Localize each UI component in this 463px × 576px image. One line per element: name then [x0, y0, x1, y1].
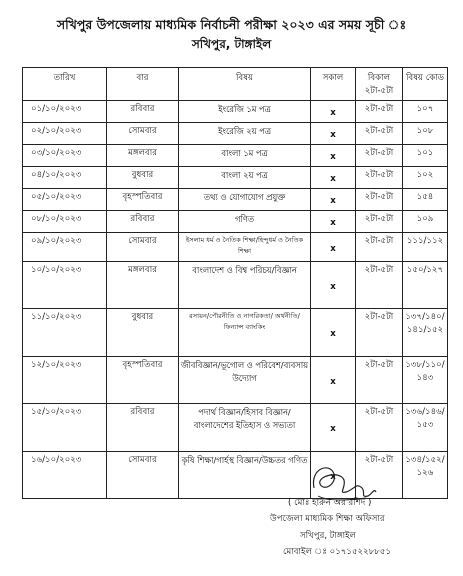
cell-subject: রসায়ন/পৌরনীতি ও নাগরিকতা/ অর্থনীতি/ফিন্যান্স ব্যাংকিং	[179, 309, 311, 357]
cell-date: ০৮/১০/২০২৩	[23, 211, 107, 233]
table-row	[23, 145, 448, 167]
cell-code: ১৩৮/১১০/ ১৪৩	[403, 357, 448, 404]
cell-date: ০৫/১০/২০২৩	[23, 189, 107, 211]
table-row	[23, 211, 448, 233]
cell-afternoon: ২টা-৫টা	[356, 145, 403, 167]
cell-date: ০৪/১০/২০২৩	[23, 167, 107, 189]
cell-afternoon: ২টা-৫টা	[356, 167, 403, 189]
cell-day: বৃহস্পতিবার	[107, 357, 179, 404]
cell-day: মঙ্গলবার	[107, 145, 179, 167]
cell-code: ১৩৪/১৫২/ ১২৬	[403, 452, 448, 499]
cell-day: বুধবার	[107, 167, 179, 189]
cell-subject: বাংলাদেশ ও বিশ্ব পরিচয়/বিজ্ঞান	[179, 262, 311, 309]
afternoon-label: বিকাল	[367, 73, 391, 83]
table-row	[23, 101, 448, 123]
cell-day: রবিবার	[107, 211, 179, 233]
cell-morning: x	[311, 167, 356, 189]
cell-date: ১৫/১০/২০২৩	[23, 404, 107, 452]
cell-subject: বাংলা ১ম পত্র	[179, 145, 311, 167]
cell-code: ১১১/১১২	[403, 233, 448, 262]
table-header-row	[23, 68, 448, 101]
cell-subject: জীববিজ্ঞান/ভূগোল ও পরিবেশ/ব্যবসায় উদ্যোগ	[179, 357, 311, 404]
cell-afternoon: ২টা-৫টা	[356, 357, 403, 404]
cell-code: ১৫০/১২৭	[403, 262, 448, 309]
table-row	[23, 123, 448, 145]
cell-subject: ইংরেজি ২য় পত্র	[179, 123, 311, 145]
cell-subject: পদার্থ বিজ্ঞান/হিসাব বিজ্ঞান/বাংলাদেশের ইতিহাস ও সভ্যতা	[179, 404, 311, 452]
cell-date: ১২/১০/২০২৩	[23, 357, 107, 404]
cell-afternoon: ২টা-৫টা	[356, 452, 403, 499]
cell-date: ১০/১০/২০২৩	[23, 262, 107, 309]
cell-code: ১৫৪	[403, 189, 448, 211]
cell-date: ০২/১০/২০২৩	[23, 123, 107, 145]
cell-day: মঙ্গলবার	[107, 262, 179, 309]
cell-afternoon: ২টা-৫টা	[356, 211, 403, 233]
cell-date: ০৩/১০/২০২৩	[23, 145, 107, 167]
cell-subject: তথ্য ও যোগাযোগ প্রযুক্ত	[179, 189, 311, 211]
cell-day: বুধবার	[107, 309, 179, 357]
cell-morning: x	[311, 123, 356, 145]
col-header-morning: সকাল	[311, 68, 356, 101]
exam-schedule-table	[22, 67, 448, 499]
col-header-date: তারিখ	[23, 68, 107, 101]
cell-day: রবিবার	[107, 101, 179, 123]
cell-code: ১০১	[403, 145, 448, 167]
col-header-code: বিষয় কোড	[403, 68, 448, 101]
cell-day: বৃহস্পতিবার	[107, 189, 179, 211]
cell-afternoon: ২টা-৫টা	[356, 262, 403, 309]
cell-morning: x	[311, 309, 356, 357]
table-row	[23, 357, 448, 404]
cell-code: ১০৭	[403, 101, 448, 123]
cell-code: ১৩৬/১৪৬/ ১৫৩	[403, 404, 448, 452]
cell-code: ১০৮	[403, 123, 448, 145]
cell-day: রবিবার	[107, 404, 179, 452]
cell-morning: x	[311, 189, 356, 211]
officer-designation: উপজেলা মাধ্যমিক শিক্ষা অফিসার	[270, 514, 385, 524]
col-header-subject: বিষয়	[179, 68, 311, 101]
cell-afternoon: ২টা-৫টা	[356, 123, 403, 145]
cell-subject: কৃষি শিক্ষা/গার্হস্থ বিজ্ঞান/উচ্চতর গণিত	[179, 452, 311, 499]
col-header-afternoon	[356, 68, 403, 101]
page-subtitle: সখিপুর, টাঙ্গাইল	[191, 37, 272, 51]
cell-morning: x	[311, 211, 356, 233]
cell-afternoon: ২টা-৫টা	[356, 189, 403, 211]
table-row	[23, 167, 448, 189]
cell-day: সোমবার	[107, 452, 179, 499]
cell-subject: গণিত	[179, 211, 311, 233]
cell-subject: ইসলাম ধর্ম ও নৈতিক শিক্ষা/হিন্দুধর্ম ও নৈতিক শিক্ষা	[179, 233, 311, 262]
table-row	[23, 189, 448, 211]
cell-code: ১০২	[403, 167, 448, 189]
cell-afternoon: ২টা-৫টা	[356, 101, 403, 123]
cell-code: ১০৯	[403, 211, 448, 233]
table-row	[23, 262, 448, 309]
cell-afternoon: ২টা-৫টা	[356, 233, 403, 262]
cell-morning: x	[311, 452, 356, 499]
officer-location: সখিপুর, টাঙ্গাইল	[300, 531, 357, 541]
officer-name: ( মোঃ হারুন অর রশিদ )	[288, 498, 372, 508]
col-header-day: বার	[107, 68, 179, 101]
cell-morning: x	[311, 145, 356, 167]
cell-code: ১৩৭/১৪০/ ১৪১/১৫২	[403, 309, 448, 357]
cell-subject: বাংলা ২য় পত্র	[179, 167, 311, 189]
cell-date: ১১/১০/২০২৩	[23, 309, 107, 357]
table-row	[23, 452, 448, 499]
cell-morning: x	[311, 233, 356, 262]
cell-day: সোমবার	[107, 123, 179, 145]
table-row	[23, 404, 448, 452]
cell-date: ০৯/১০/২০২৩	[23, 233, 107, 262]
cell-morning: x	[311, 357, 356, 404]
cell-date: ১৬/১০/২০২৩	[23, 452, 107, 499]
cell-date: ০১/১০/২০২৩	[23, 101, 107, 123]
table-row	[23, 309, 448, 357]
officer-phone: মোবাইল ঃ ০১৭১৫২২৮৮৫১	[283, 547, 392, 557]
cell-subject: ইংরেজি ১ম পত্র	[179, 101, 311, 123]
cell-afternoon: ২টা-৫টা	[356, 404, 403, 452]
cell-day: সোমবার	[107, 233, 179, 262]
page-title: সখিপুর উপজেলায় মাধ্যমিক নির্বাচনী পরীক্ষা ২০২৩ এর সময় সূচী ঃ	[56, 17, 407, 32]
cell-morning: x	[311, 262, 356, 309]
cell-afternoon: ২টা-৫টা	[356, 309, 403, 357]
table-row	[23, 233, 448, 262]
cell-morning: x	[311, 404, 356, 452]
cell-morning: x	[311, 101, 356, 123]
afternoon-time: ২টা-৫টা	[364, 86, 394, 96]
